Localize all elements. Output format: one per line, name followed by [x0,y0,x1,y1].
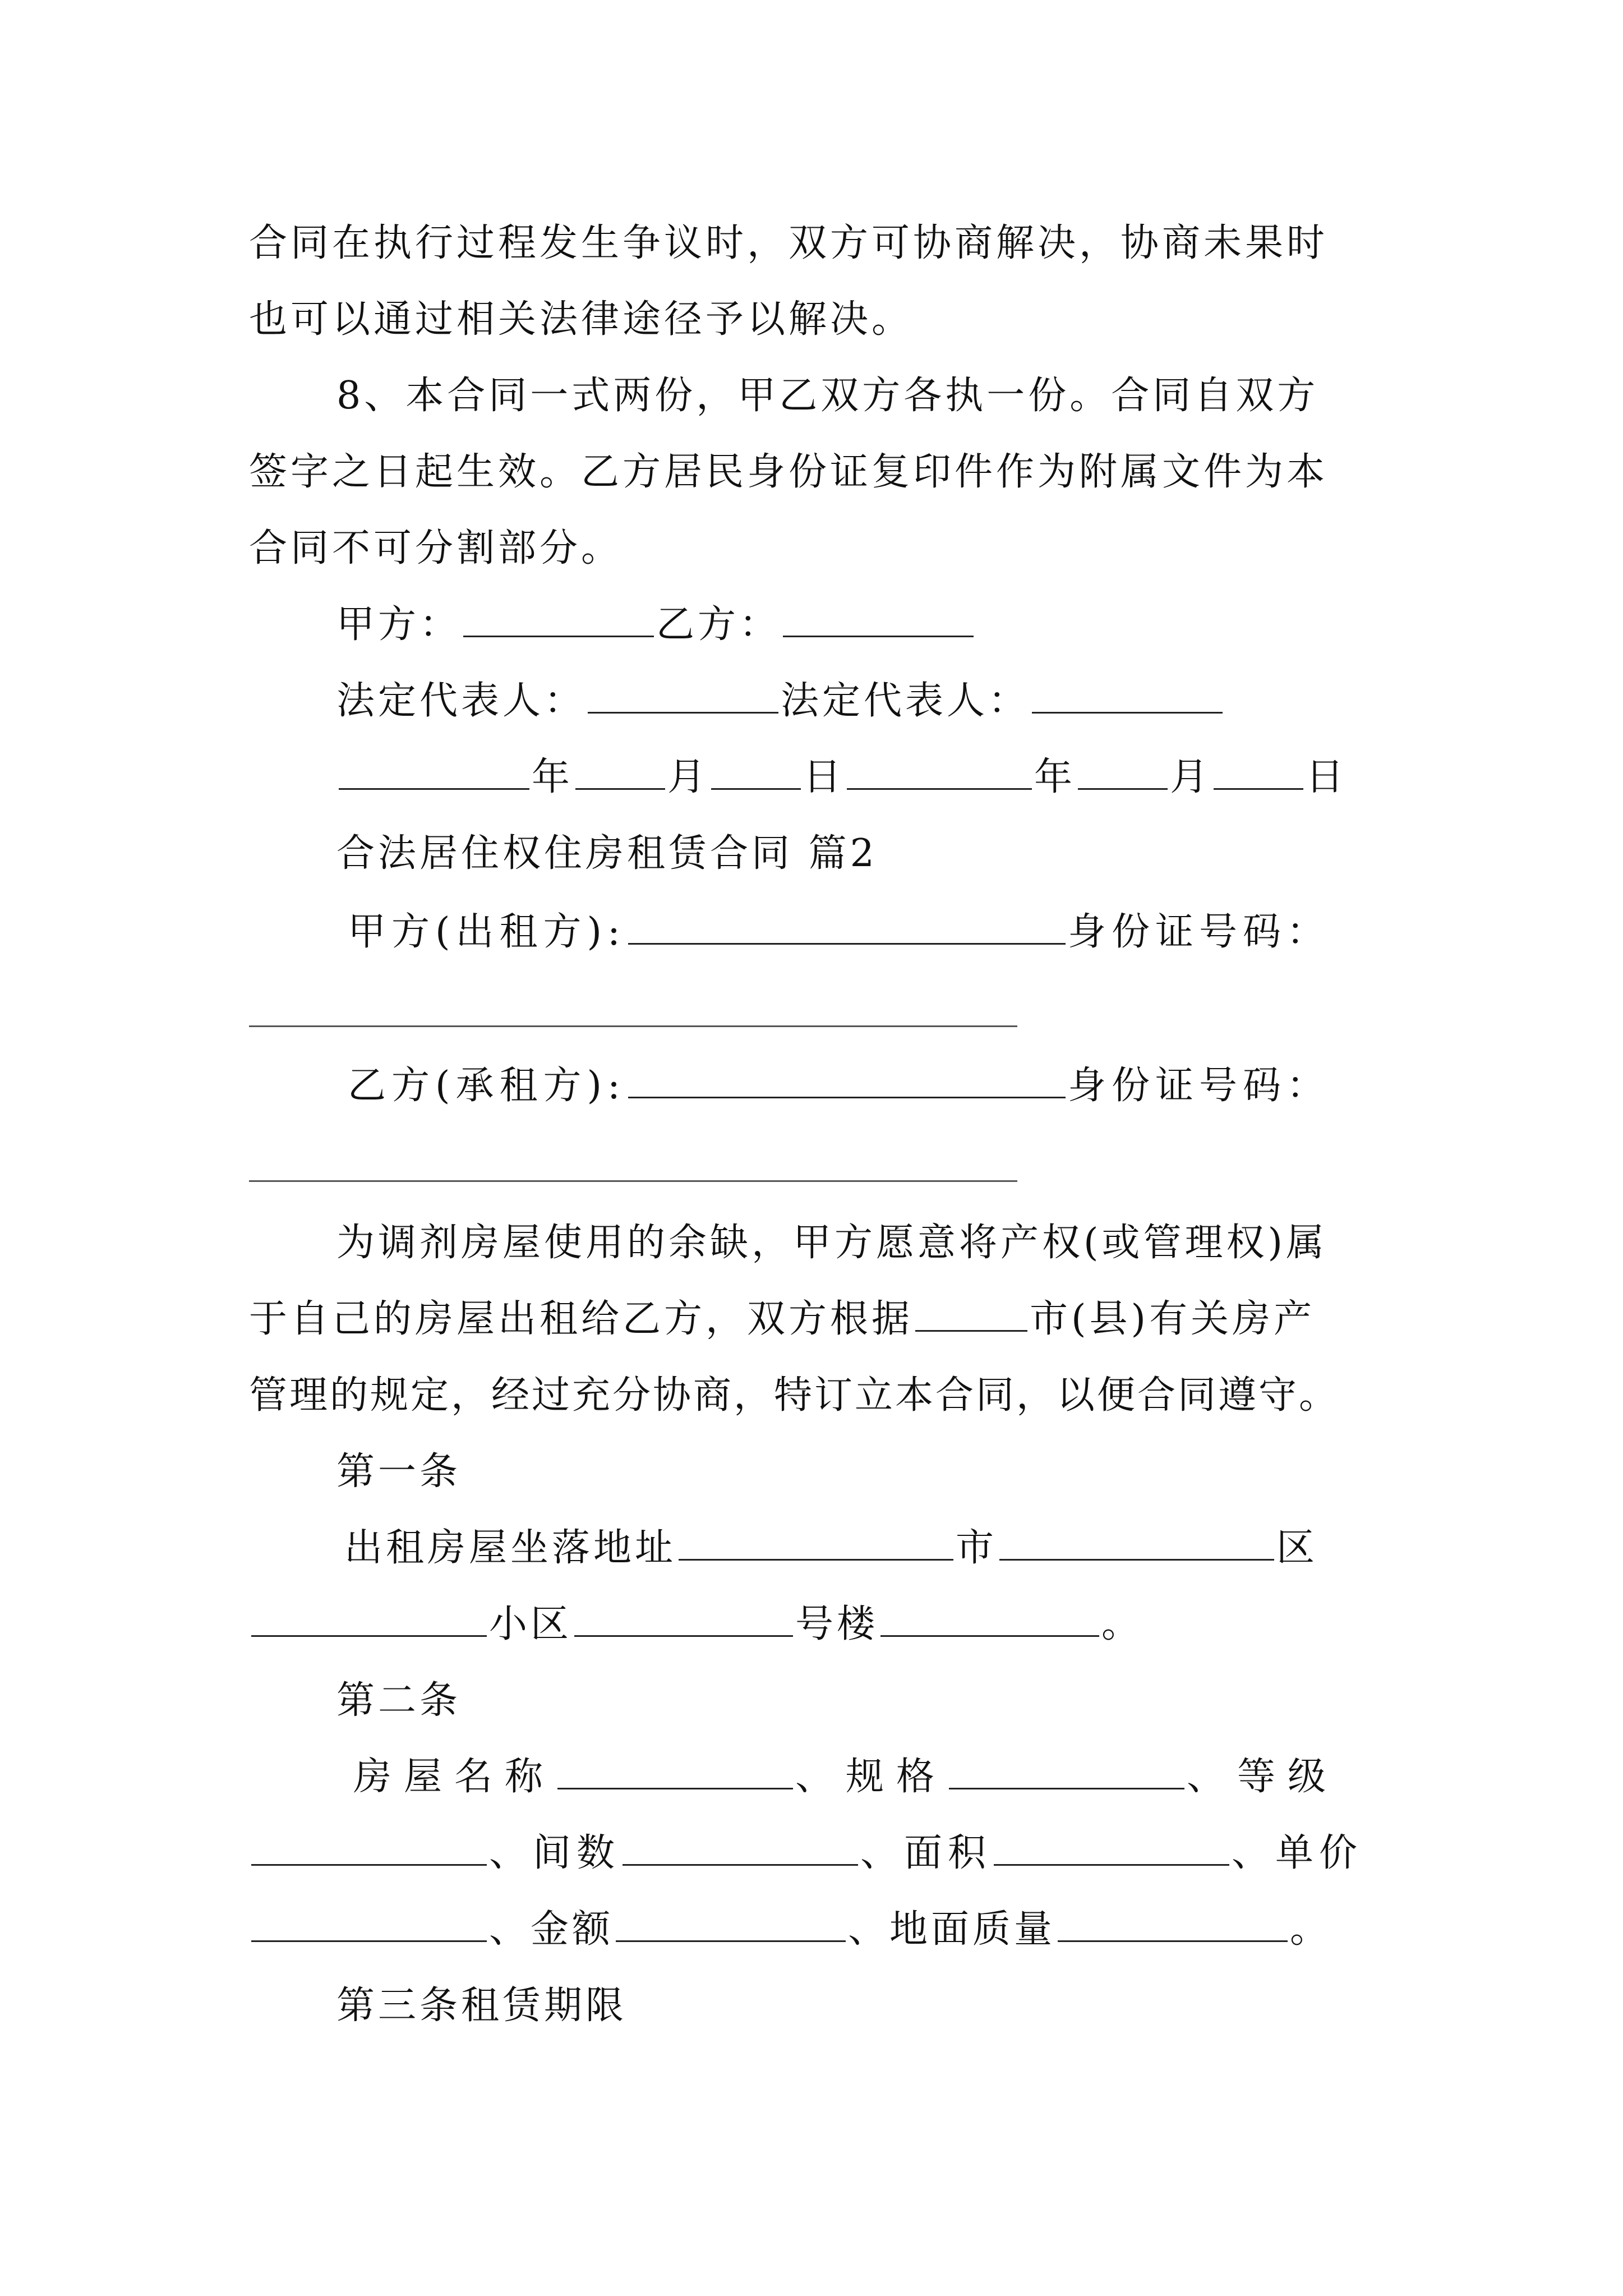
section-title: 合法居住权住房租赁合同 篇2 [336,831,878,876]
year-label: 年 [1034,755,1076,799]
community-blank [574,1635,793,1637]
article-line [249,1831,1363,1875]
paragraph-line: 合同在执行过程发生争议时，双方可协商解决，协商未果时 [249,221,1329,265]
article-line [344,1526,1318,1570]
rooms-label: 、间数 [489,1831,621,1875]
month-blank [575,788,665,790]
address-label: 出租房屋坐落地址 [344,1526,677,1570]
lessor-id-label: 身份证号码： [1067,910,1330,954]
party-a-blank [463,636,654,637]
floor-quality-blank [1058,1940,1288,1942]
paragraph-line: 管理的规定，经过充分协商，特订立本合同，以便合同遵守。 [249,1373,1340,1418]
lessee-line [348,1064,1330,1108]
day-blank [1214,788,1303,790]
party-b-blank [783,636,974,637]
grade-blank [251,1864,487,1866]
lessee-id-blank [249,1180,1017,1182]
lessor-id-blank [249,1025,1017,1027]
city-blank [915,1330,1027,1332]
spec-label: 、规格 [795,1755,947,1799]
paragraph-line: 合同不可分割部分。 [249,526,623,570]
month-label: 月 [1170,755,1212,799]
address-blank [679,1559,953,1561]
article-title: 第一条 [336,1450,462,1494]
amount-blank [616,1940,846,1942]
article-title: 第二条 [336,1678,462,1723]
article-line [249,1602,1144,1646]
district-label: 区 [1276,1526,1318,1570]
year-blank [847,788,1032,790]
unit-price-blank [251,1940,487,1942]
legal-rep-a-blank [588,712,778,714]
month-blank [1078,788,1168,790]
area-blank [994,1864,1229,1866]
house-name-label: 房屋名称 [353,1755,556,1799]
area-label: 、面积 [860,1831,992,1875]
preamble-text: 于自己的房屋出租给乙方，双方根据 [249,1297,914,1341]
day-blank [711,788,801,790]
party-b-label: 乙方： [656,602,781,647]
legal-rep-b-label: 法定代表人： [781,679,1030,723]
lessee-label: 乙方(承租方): [348,1064,626,1108]
lessor-label: 甲方(出租方): [348,910,626,954]
community-label: 小区 [489,1602,573,1646]
floor-quality-label: 、地面质量 [848,1907,1056,1952]
article-title: 第三条租赁期限 [336,1984,628,2028]
paragraph-line [249,1297,1316,1341]
article-line [249,1907,1332,1952]
signature-rep-line [336,679,1225,723]
lessor-line [348,910,1330,954]
year-label: 年 [532,755,574,799]
paragraph-line: 为调剂房屋使用的余缺，甲方愿意将产权(或管理权)属 [336,1221,1328,1265]
period: 。 [1290,1907,1332,1952]
city-label: 市 [956,1526,998,1570]
unit-price-label: 、单价 [1232,1831,1363,1875]
article-line [353,1755,1339,1799]
preamble-text: 市(县)有关房产 [1030,1297,1316,1341]
lessor-name-blank [628,943,1066,945]
day-label: 日 [803,755,845,799]
paragraph-line: 签字之日起生效。乙方居民身份证复印件作为附属文件为本 [249,450,1329,494]
legal-rep-b-blank [1032,712,1223,714]
signature-date-line [336,755,1348,799]
period: 。 [1101,1602,1144,1646]
lessee-id-label: 身份证号码： [1067,1064,1330,1108]
spec-blank [949,1788,1184,1789]
legal-rep-a-label: 法定代表人： [336,679,586,723]
party-a-label: 甲方： [336,602,462,647]
building-label: 号楼 [795,1602,879,1646]
city-blank [999,1559,1274,1561]
year-blank [339,788,529,790]
district-blank [251,1635,487,1637]
house-name-blank [557,1788,793,1789]
paragraph-line: 8、本合同一式两份，甲乙双方各执一份。合同自双方 [336,374,1319,418]
grade-label: 、等级 [1187,1755,1339,1799]
building-blank [880,1635,1099,1637]
month-label: 月 [667,755,709,799]
paragraph-line: 也可以通过相关法律途径予以解决。 [249,297,914,342]
rooms-blank [623,1864,858,1866]
day-label: 日 [1306,755,1348,799]
signature-parties-line [336,602,976,647]
amount-label: 、金额 [489,1907,614,1952]
lessee-name-blank [628,1097,1066,1098]
